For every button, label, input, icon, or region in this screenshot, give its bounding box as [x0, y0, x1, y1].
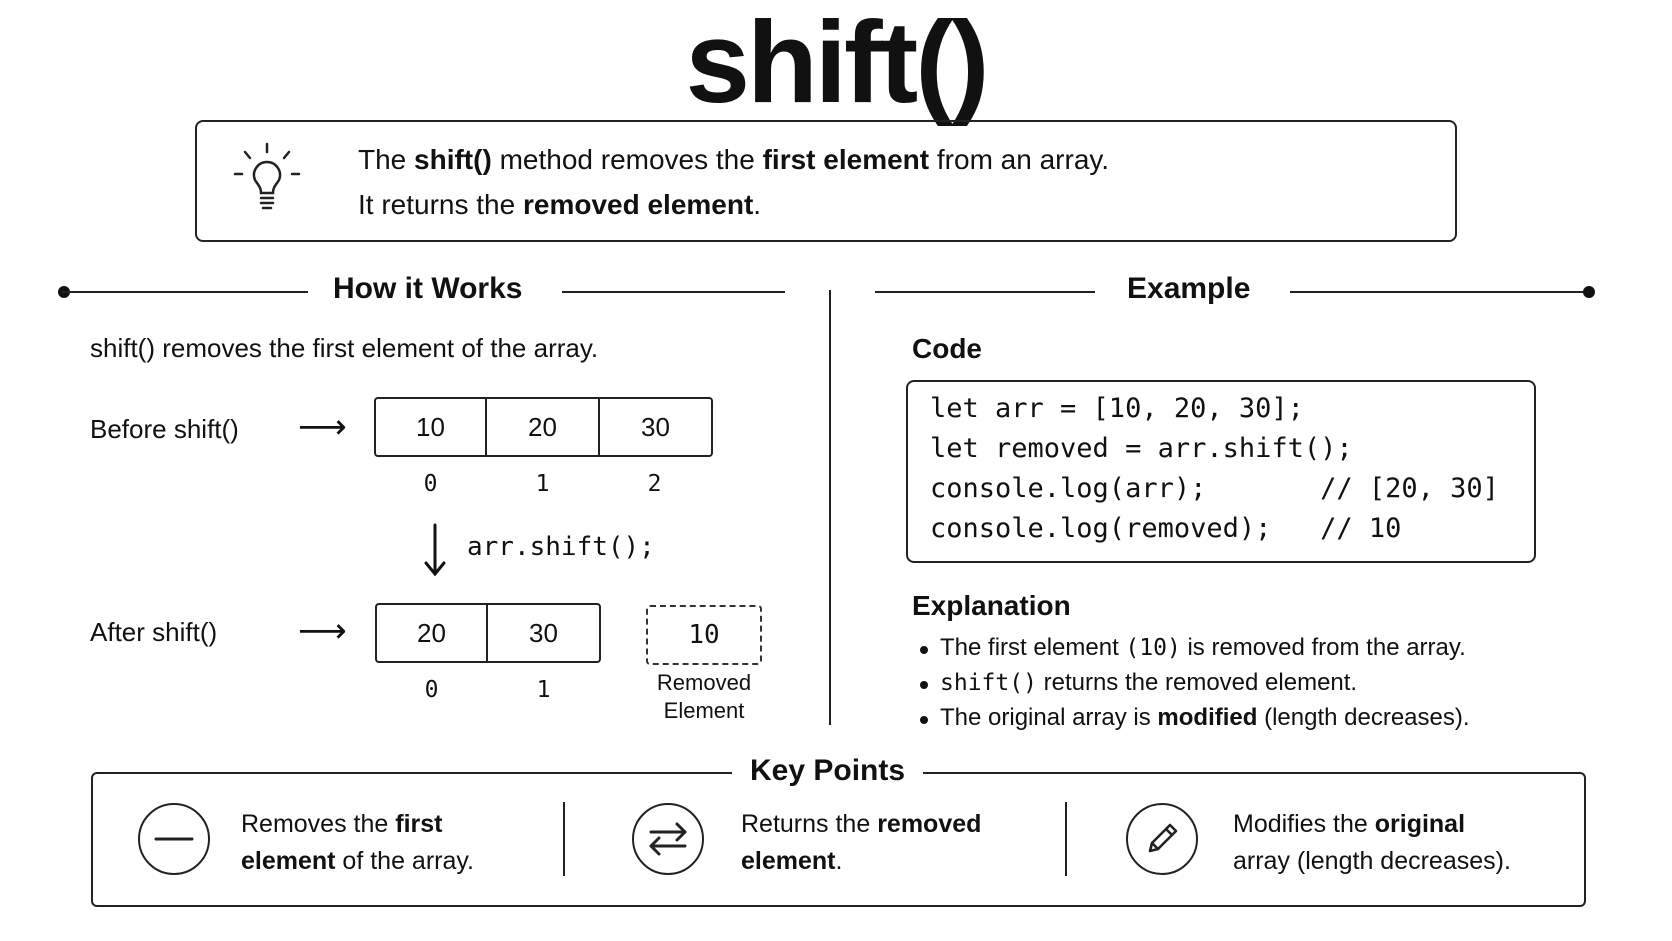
code-line: console.log(removed); // 10: [930, 513, 1402, 544]
section-rule: [1290, 291, 1586, 293]
section-rule: [62, 291, 308, 293]
array-index: 0: [424, 677, 439, 703]
right-arrow-icon: ⟶: [298, 408, 347, 446]
example-heading: Example: [1127, 272, 1251, 305]
after-array: [375, 603, 601, 663]
array-cell: 30: [600, 397, 713, 457]
key-point-text: Removes the first element of the array.: [241, 810, 474, 875]
array-index: 1: [536, 677, 551, 703]
key-point-divider: [563, 802, 565, 876]
definition-box: [195, 120, 1457, 242]
pencil-icon: [1126, 803, 1198, 875]
array-cell: 30: [488, 603, 601, 663]
array-index: 1: [535, 471, 550, 497]
section-rule: [875, 291, 1095, 293]
array-index: 0: [423, 471, 438, 497]
page-title: shift(): [685, 0, 987, 127]
definition-line-2: It returns the removed element.: [358, 189, 762, 220]
removed-element-caption: Removed Element: [656, 670, 752, 723]
array-cell: 20: [375, 603, 488, 663]
array-cell: 10: [374, 397, 487, 457]
explanation-bullet: The original array is modified (length decreases).: [940, 704, 1470, 731]
explanation-bullet: The first element (10) is removed from the array.: [940, 634, 1466, 661]
section-dot-right: [1583, 286, 1595, 298]
right-arrow-icon: ⟶: [298, 612, 347, 650]
code-block: [906, 380, 1536, 563]
code-label: Code: [912, 333, 982, 364]
explanation-bullet: shift() returns the removed element.: [940, 669, 1358, 696]
section-rule: [562, 291, 785, 293]
down-arrow-icon: [422, 523, 448, 577]
key-point-text: Returns the removed element.: [741, 810, 982, 875]
code-line: let removed = arr.shift();: [930, 433, 1353, 464]
key-point-text: Modifies the original array (length decreases).: [1233, 810, 1511, 875]
definition-line-1: The shift() method removes the first element from an array.: [358, 144, 1110, 175]
lightbulb-icon: [227, 140, 307, 220]
minus-circle-icon: [138, 803, 210, 875]
key-point-divider: [1065, 802, 1067, 876]
explanation-label: Explanation: [912, 590, 1071, 621]
after-label: After shift(): [90, 617, 218, 647]
before-label: Before shift(): [90, 414, 239, 444]
how-it-works-heading: How it Works: [333, 272, 523, 305]
before-array: [374, 397, 713, 457]
removed-element-cell: 10: [646, 605, 762, 665]
column-divider: [829, 290, 831, 725]
array-cell: 20: [487, 397, 600, 457]
swap-arrows-icon: [632, 803, 704, 875]
shift-call-label: arr.shift();: [467, 532, 655, 562]
code-line: console.log(arr); // [20, 30]: [930, 473, 1499, 504]
array-index: 2: [647, 471, 662, 497]
code-line: let arr = [10, 20, 30];: [930, 393, 1304, 424]
key-points-heading: Key Points: [732, 754, 923, 788]
how-it-works-lead: shift() removes the first element of the array.: [90, 333, 599, 363]
